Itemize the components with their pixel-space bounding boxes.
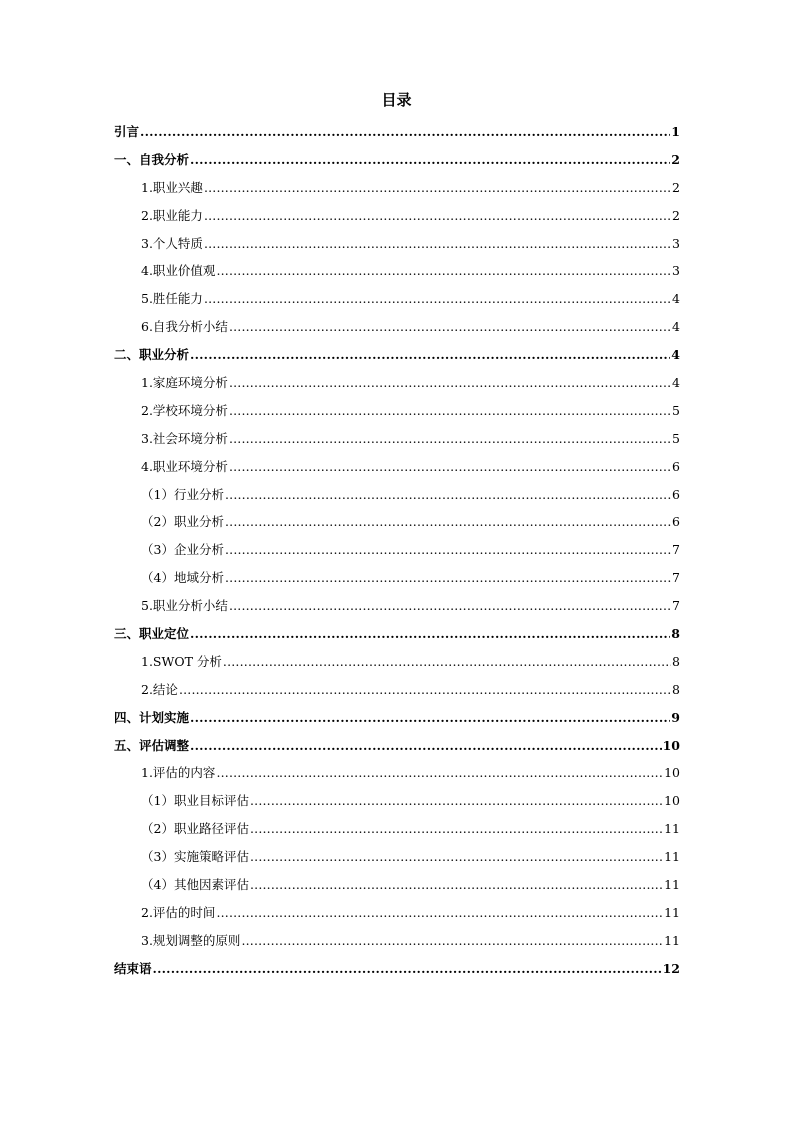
toc-entry-page-number: 2 [672,179,680,195]
toc-entry[interactable] [114,815,680,843]
dot-leader [225,481,671,509]
toc-entry-page-number: 2 [671,151,680,167]
toc-entry-page-number: 10 [664,765,680,781]
toc-entry-label: 6.自我分析小结 [141,319,228,335]
dot-leader [250,843,663,871]
toc-entry-page-number: 2 [672,207,680,223]
toc-entry[interactable] [114,927,680,955]
toc-entry-label: 3.规划调整的原则 [141,932,241,948]
toc-entry-page-number: 5 [672,430,680,446]
toc-entry-label: （2）职业路径评估 [141,821,249,837]
dot-leader [225,536,671,564]
dot-leader [190,146,670,174]
dot-leader [250,815,663,843]
toc-entry-label: 四、计划实施 [114,709,190,725]
toc-entry-label: （3）实施策略评估 [141,849,249,865]
toc-entry[interactable] [114,536,680,564]
toc-entry-page-number: 11 [664,821,680,837]
toc-entry[interactable] [114,369,680,397]
toc-entry-label: 结束语 [114,960,152,976]
toc-entry-page-number: 7 [672,598,680,614]
toc-entry[interactable] [114,592,680,620]
toc-entry[interactable] [114,257,680,285]
dot-leader [225,508,671,536]
toc-entry[interactable] [114,146,680,174]
dot-leader [250,787,663,815]
toc-entry-label: （1）职业目标评估 [141,793,249,809]
toc-entry-page-number: 9 [671,709,680,725]
toc-entry-label: 4.职业环境分析 [141,458,228,474]
toc-entry-label: 2.学校环境分析 [141,402,228,418]
toc-entry-page-number: 11 [664,849,680,865]
toc-entry-page-number: 1 [671,124,680,139]
toc-entry-label: 5.职业分析小结 [141,598,228,614]
toc-entry[interactable] [114,620,680,648]
toc-entry-page-number: 3 [672,235,680,251]
dot-leader [204,202,671,230]
toc-entry-page-number: 6 [672,514,680,530]
toc-entry-page-number: 8 [672,681,680,697]
toc-entry[interactable] [114,285,680,313]
dot-leader [190,732,662,760]
toc-entry-label: （3）企业分析 [141,542,224,558]
toc-entry-page-number: 7 [672,570,680,586]
toc-entry[interactable] [114,732,680,760]
toc-entry-page-number: 10 [664,793,680,809]
dot-leader [229,397,671,425]
dot-leader [225,564,671,592]
dot-leader [223,648,671,676]
dot-leader [229,369,671,397]
toc-entry[interactable] [114,648,680,676]
toc-entry[interactable] [114,425,680,453]
toc-entry[interactable] [114,453,680,481]
toc-entry[interactable] [114,508,680,536]
toc-entry[interactable] [114,955,680,983]
toc-entry[interactable] [114,397,680,425]
toc-entry-label: 2.职业能力 [141,207,203,223]
dot-leader [190,704,670,732]
toc-entry-page-number: 5 [672,402,680,418]
toc-entry-label: 1.评估的内容 [141,765,216,781]
dot-leader [216,257,671,285]
toc-entry-page-number: 8 [672,653,680,669]
toc-entry[interactable] [114,174,680,202]
toc-entry-page-number: 10 [662,737,680,753]
dot-leader [250,871,663,899]
toc-entry[interactable] [114,564,680,592]
dot-leader [216,759,663,787]
dot-leader [229,592,671,620]
dot-leader [229,453,671,481]
toc-entry[interactable] [114,118,680,146]
toc-entry-page-number: 12 [662,960,680,976]
toc-entry[interactable] [114,704,680,732]
dot-leader [190,341,670,369]
toc-entry-page-number: 6 [672,458,680,474]
toc-entry[interactable] [114,313,680,341]
page-title: 目录 [381,91,412,109]
toc-entry-label: 5.胜任能力 [141,291,203,307]
toc-entry[interactable] [114,787,680,815]
toc-entry-label: （4）其他因素评估 [141,877,249,893]
toc-entry-label: 3.社会环境分析 [141,430,228,446]
toc-entry-page-number: 3 [672,263,680,279]
dot-leader [153,955,662,983]
dot-leader [229,313,671,341]
dot-leader [190,620,670,648]
dot-leader [229,425,671,453]
toc-entry[interactable] [114,341,680,369]
toc-entry-page-number: 11 [664,904,680,920]
toc-entry[interactable] [114,759,680,787]
toc-entry-page-number: 11 [664,932,680,948]
toc-entry-label: （1）行业分析 [141,486,224,502]
toc-entry-page-number: 8 [671,626,680,642]
toc-entry-page-number: 4 [671,347,680,363]
toc-entry[interactable] [114,871,680,899]
dot-leader [140,118,670,146]
toc-entry-page-number: 7 [672,542,680,558]
toc-entry-label: 2.评估的时间 [141,904,216,920]
toc-entry-label: （4）地域分析 [141,570,224,586]
dot-leader [204,174,671,202]
dot-leader [179,676,671,704]
toc-entry-page-number: 6 [672,486,680,502]
toc-entry-label: 1.SWOT 分析 [141,653,222,669]
toc-entry-label: 2.结论 [141,681,178,697]
toc-entry[interactable] [114,843,680,871]
toc-entry-label: 一、自我分析 [114,151,190,167]
toc-entry-label: 1.家庭环境分析 [141,375,228,391]
toc-entry-label: 五、评估调整 [114,737,190,753]
toc-entry-label: （2）职业分析 [141,514,224,530]
toc-entry[interactable] [114,899,680,927]
toc-entry-label: 引言 [114,124,140,139]
toc-entry[interactable] [114,202,680,230]
toc-entry[interactable] [114,230,680,258]
toc-entry[interactable] [114,481,680,509]
toc-entry-label: 二、职业分析 [114,347,190,363]
toc-entry-label: 3.个人特质 [141,235,203,251]
dot-leader [204,230,671,258]
toc-entry[interactable] [114,676,680,704]
dot-leader [204,285,671,313]
toc-entry-page-number: 4 [672,319,680,335]
toc-entry-label: 4.职业价值观 [141,263,216,279]
table-of-contents [114,118,680,983]
dot-leader [216,899,663,927]
toc-entry-page-number: 4 [672,375,680,391]
toc-entry-label: 1.职业兴趣 [141,179,203,195]
dot-leader [241,927,663,955]
toc-entry-page-number: 4 [672,291,680,307]
toc-entry-label: 三、职业定位 [114,626,190,642]
toc-entry-page-number: 11 [664,877,680,893]
